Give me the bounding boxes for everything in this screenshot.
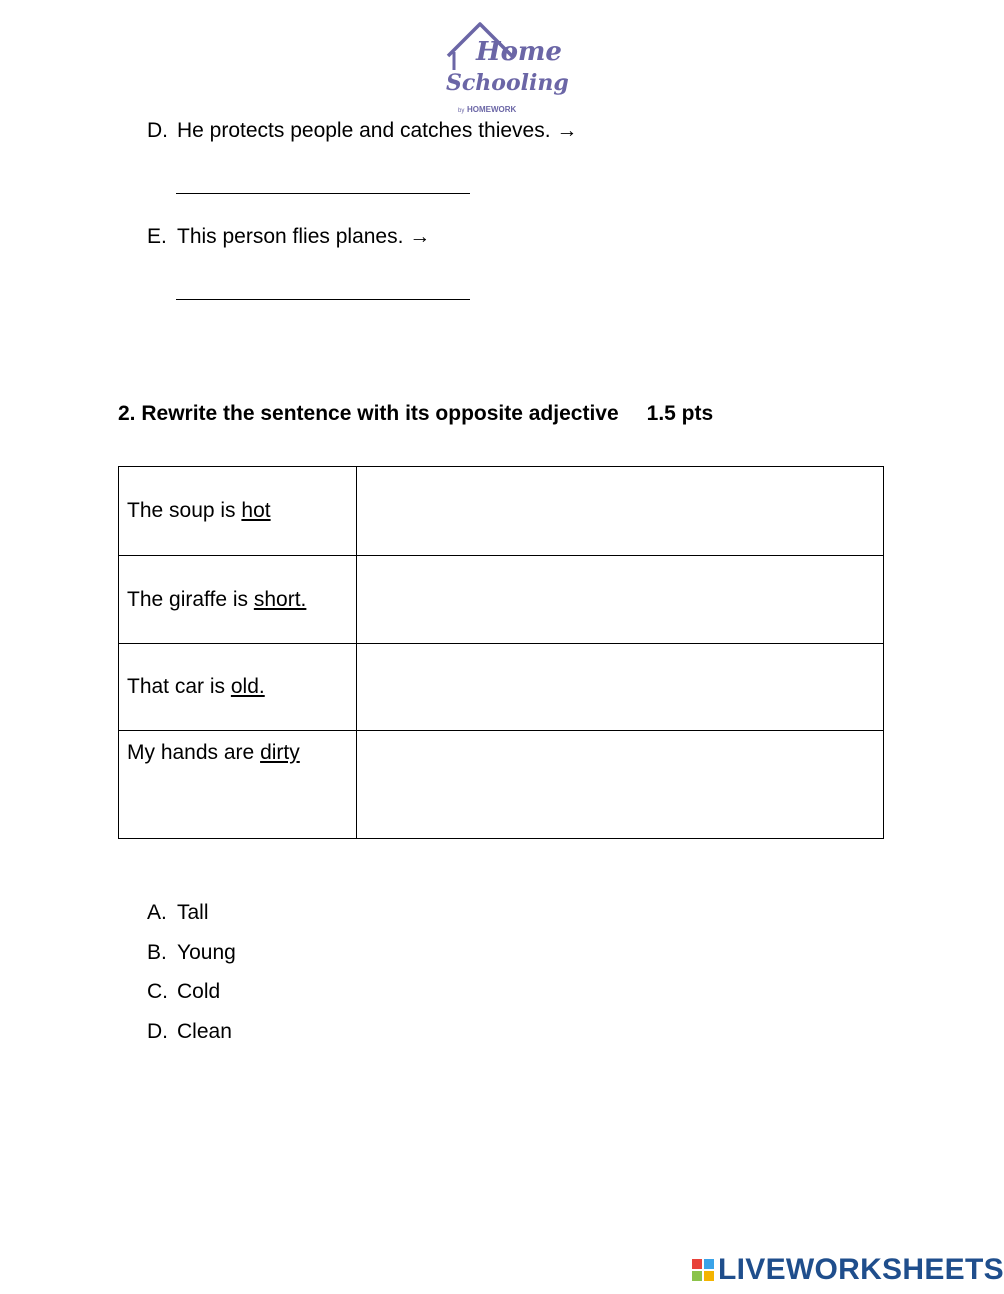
brand-wordmark: LIVEWORKSHEETS [718, 1253, 1004, 1286]
sentence-cell [119, 731, 357, 839]
sentence-prefix: The soup is [127, 499, 242, 522]
underlined-adjective: dirty [260, 741, 300, 764]
table-row [119, 467, 884, 556]
table-row [119, 556, 884, 644]
svg-text:HOMEWORK: HOMEWORK [467, 105, 517, 114]
item-text: This person flies planes. → [177, 225, 431, 248]
item-letter: D. [147, 119, 168, 142]
option-text: Clean [177, 1020, 232, 1043]
answer-cell[interactable] [357, 644, 884, 731]
svg-text:Schooling: Schooling [446, 70, 569, 96]
answer-line-e[interactable] [176, 299, 470, 300]
option-text: Tall [177, 901, 209, 924]
answer-cell[interactable] [357, 467, 884, 556]
answer-cell[interactable] [357, 731, 884, 839]
option-item-b [147, 940, 236, 966]
option-letter: D. [147, 1020, 168, 1043]
colored-blocks-icon [692, 1259, 714, 1281]
answer-cell[interactable] [357, 556, 884, 644]
points-label: 1.5 pts [646, 402, 714, 425]
question-item-e [147, 224, 430, 250]
option-letter: A. [147, 901, 167, 924]
sentence-cell [119, 644, 357, 731]
option-item-c [147, 979, 220, 1005]
svg-text:Home: Home [476, 37, 562, 67]
question-item-d [147, 118, 577, 144]
option-letter: B. [147, 941, 167, 964]
sentence-prefix: That car is [127, 675, 231, 698]
section-heading [118, 402, 713, 426]
home-schooling-logo [440, 18, 569, 118]
option-letter: C. [147, 980, 168, 1003]
heading-text: 2. Rewrite the sentence with its opposite adjective [118, 402, 619, 425]
option-item-d [147, 1019, 232, 1045]
table-row [119, 644, 884, 731]
underlined-adjective: short. [253, 587, 307, 611]
table-row [119, 731, 884, 839]
sentence-cell [119, 556, 357, 644]
svg-text:by: by [458, 108, 465, 114]
sentence-prefix: The giraffe is [127, 587, 254, 611]
item-letter: E. [147, 225, 167, 248]
sentence-cell [119, 467, 357, 556]
adjective-table [118, 466, 884, 839]
option-text: Cold [177, 980, 221, 1003]
option-text: Young [177, 941, 236, 964]
option-item-a [147, 900, 209, 926]
underlined-adjective: hot [241, 499, 271, 522]
underlined-adjective: old. [230, 675, 265, 698]
item-text: He protects people and catches thieves. → [177, 119, 578, 142]
liveworksheets-logo [692, 1254, 1004, 1286]
sentence-prefix: My hands are [127, 741, 261, 764]
answer-line-d[interactable] [176, 193, 470, 194]
